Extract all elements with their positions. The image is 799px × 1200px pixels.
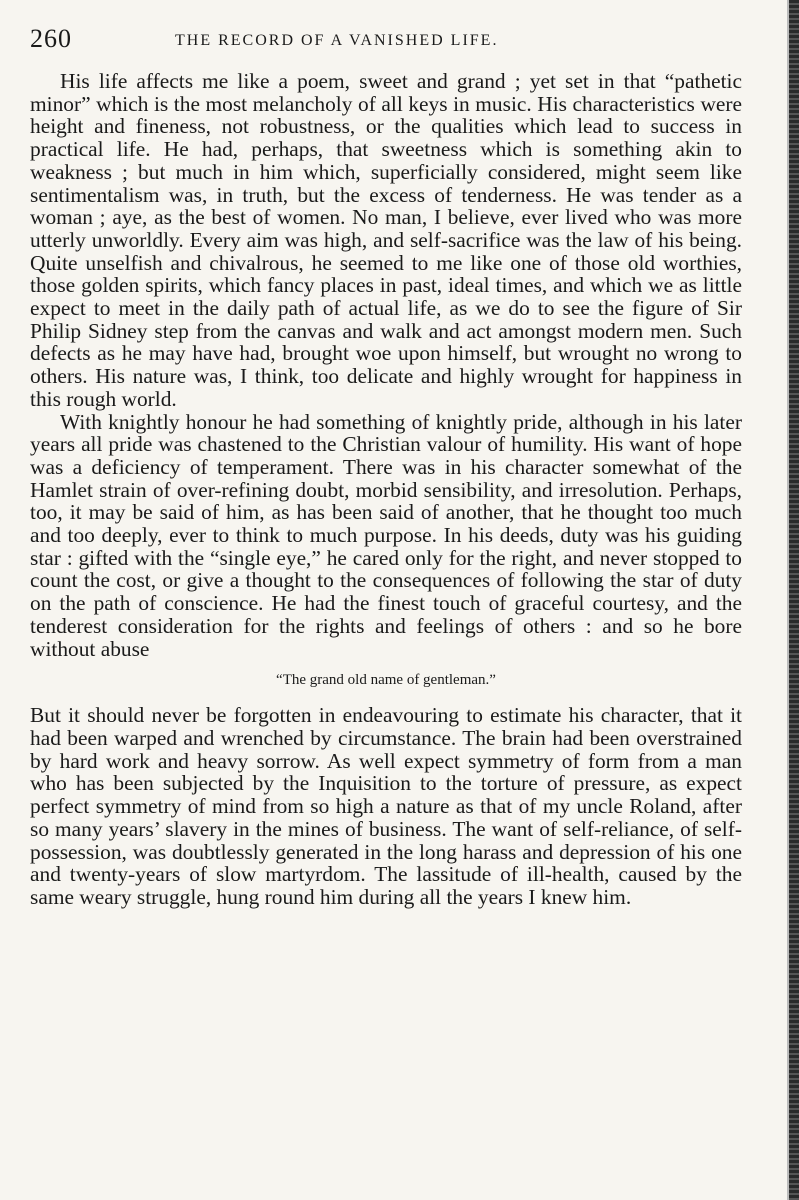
paragraph: His life affects me like a poem, sweet and grand ; yet set in that “pathetic minor” which is the most melancholy of all keys in music. His characteristics were height and fineness, not robustness, or the qualities which lead to success in practical life. He had, perhaps, that sweetness which is something akin to weakness ; but much in him which, superficially considered, might seem like sentimentalism was, in truth, but the excess of tenderness. He was tender as a woman ; aye, as the best of women. No man, I believe, ever lived who was more utterly unworldly. Every aim was high, and self-sacrifice was the law of his being. Quite unselfish and chivalrous, he seemed to me like one of those old worthies, those golden spirits, which fancy places in past, ideal times, and which we as little expect to meet in the daily path of actual life, as we do to see the figure of Sir Philip Sidney step from the canvas and walk and act amongst modern men. Such defects as he may have had, brought woe upon himself, but wrought no wrong to others. His nature was, I think, too delicate and highly wrought for happiness in this rough world. bbox=[30, 69, 742, 411]
quotation: “The grand old name of gentleman.” bbox=[276, 672, 496, 689]
running-title: THE RECORD OF A VANISHED LIFE. bbox=[175, 32, 499, 49]
page-header bbox=[30, 24, 769, 58]
paragraph: With knightly honour he had something of knightly pride, although in his later years all pride was chastened to the Christian valour of humility. His want of hope was a deficiency of temperament. There was in his character somewhat of the Hamlet strain of over-refining doubt, morbid sensibility, and irresolution. Perhaps, too, it may be said of him, as has been said of another, that he thought too much and too deeply, ever to think to much purpose. In his deeds, duty was his guiding star : gifted with the “single eye,” he cared only for the right, and never stopped to count the cost, or give a thought to the consequences of following the star of duty on the path of conscience. He had the finest touch of graceful courtesy, and the tenderest consideration for the rights and feelings of others : and so he bore without abuse bbox=[30, 409, 742, 661]
page-number: 260 bbox=[30, 24, 72, 53]
binding-gutter bbox=[789, 0, 799, 1200]
body-text bbox=[30, 70, 742, 909]
paragraph: But it should never be forgotten in endeavouring to estimate his character, that it had been warped and wrenched by circumstance. The brain had been overstrained by hard work and heavy sorrow. As well expect symmetry of form from a man who has been subjected by the Inquisition to the torture of pressure, as expect perfect symmetry of mind from so high a nature as that of my uncle Roland, after so many years’ slavery in the mines of business. The want of self-reliance, of self-possession, was doubtlessly generated in the long harass and depression of his one and twenty-years of slow martyrdom. The lassitude of ill-health, caused by the same weary struggle, hung round him during all the years I knew him. bbox=[30, 703, 742, 909]
